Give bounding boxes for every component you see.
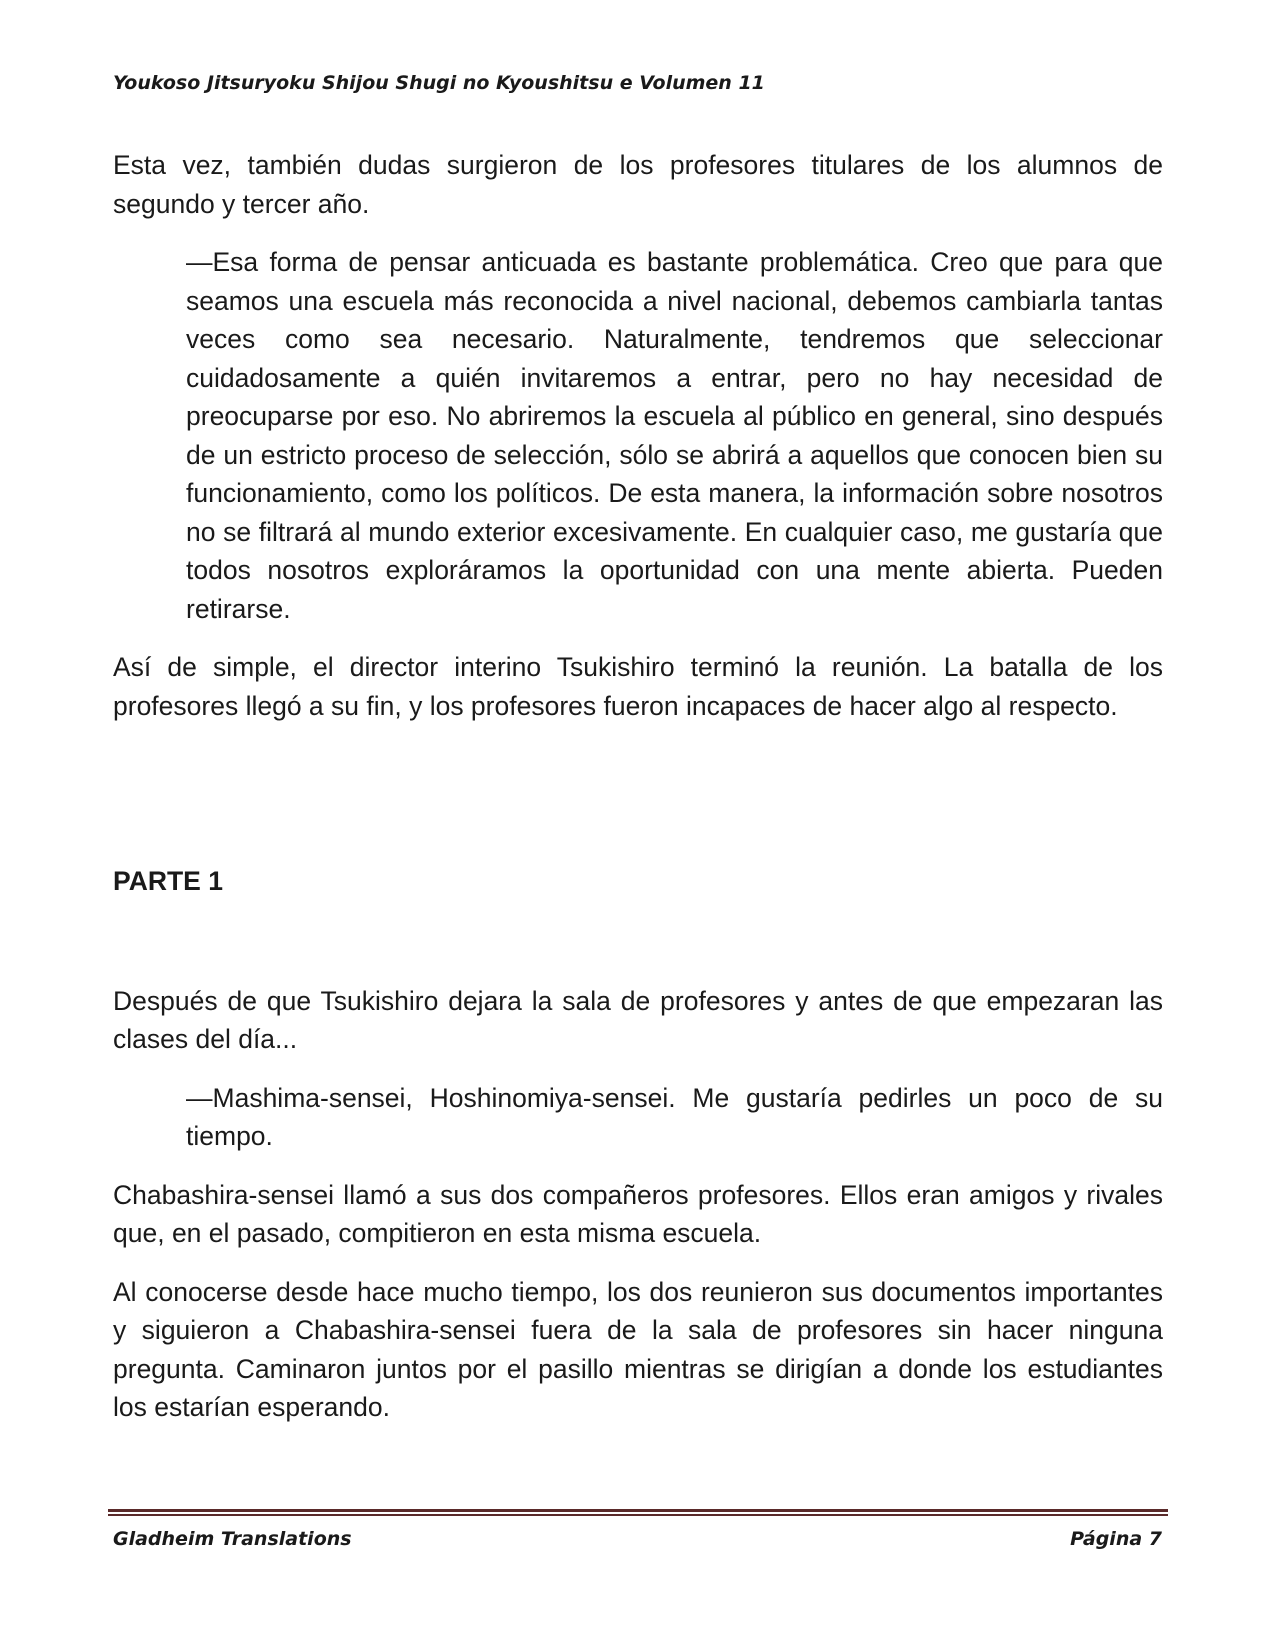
paragraph: Después de que Tsukishiro dejara la sala de profesores y antes de que empezaran las clases del día... bbox=[113, 985, 1163, 1054]
dialogue-quote: —Esa forma de pensar anticuada es bastante problemática. Creo que para que seamos una escuela más reconocida a nivel nacional, debemos cambiarla tantas veces como sea necesario. Naturalmente, tendremos que seleccionar cuidadosamente a quién invitaremos a entrar, pero no hay necesidad de preocuparse por eso. No abriremos la escuela al público en general, sino después de un estricto proceso de selección, sólo se abrirá a aquellos que conocen bien su funcionamiento, como los políticos. De esta manera, la información sobre nosotros no se filtrará al mundo exterior excesivamente. En cualquier caso, me gustaría que todos nosotros exploráramos la oportunidad con una mente abierta. Pueden retirarse. bbox=[186, 247, 1163, 624]
footer-page-number: Página 7 bbox=[1070, 1528, 1162, 1550]
heading-spacer bbox=[113, 901, 1163, 982]
paragraph: Así de simple, el director interino Tsukishiro terminó la reunión. La batalla de los profesores llegó a su fin, y los profesores fueron incapaces de hacer algo al respecto. bbox=[113, 652, 1163, 721]
running-header: Youkoso Jitsuryoku Shijou Shugi no Kyoushitsu e Volumen 11 bbox=[113, 72, 765, 94]
page-body bbox=[113, 146, 1163, 1447]
footer-divider bbox=[108, 1509, 1168, 1516]
paragraph: Chabashira-sensei llamó a sus dos compañeros profesores. Ellos eran amigos y rivales que, en el pasado, compitieron en esta misma escuela. bbox=[113, 1179, 1163, 1248]
footer-publisher: Gladheim Translations bbox=[113, 1528, 352, 1550]
section-heading: PARTE 1 bbox=[113, 866, 223, 896]
dialogue-quote: —Mashima-sensei, Hoshinomiya-sensei. Me gustaría pedirles un poco de su tiempo. bbox=[186, 1082, 1163, 1151]
paragraph: Al conocerse desde hace mucho tiempo, los dos reunieron sus documentos importantes y siguieron a Chabashira-sensei fuera de la sala de profesores sin hacer ninguna pregunta. Caminaron juntos por el pasillo mientras se dirigían a donde los estudiantes los estarían esperando. bbox=[113, 1276, 1163, 1422]
section-spacer bbox=[113, 745, 1163, 862]
paragraph: Esta vez, también dudas surgieron de los profesores titulares de los alumnos de segundo y tercer año. bbox=[113, 150, 1163, 219]
